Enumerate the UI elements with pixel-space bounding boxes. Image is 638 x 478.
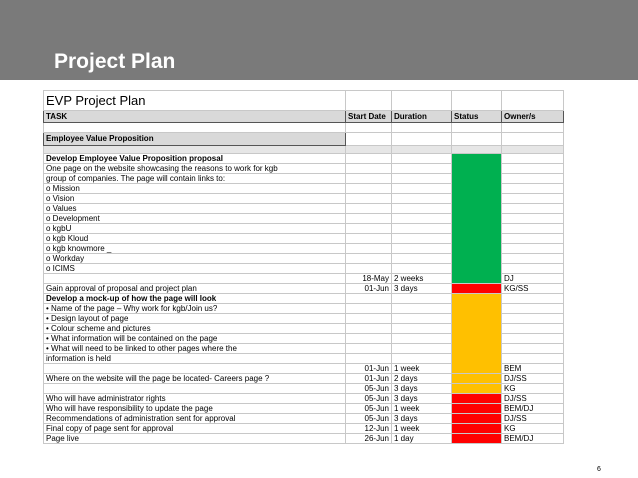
start-date-cell: 01-Jun xyxy=(346,374,392,384)
table-row xyxy=(44,414,564,424)
task-cell: Recommendations of administration sent for approval xyxy=(44,414,346,424)
status-cell xyxy=(452,154,502,284)
owner-cell xyxy=(502,254,564,264)
duration-cell: 1 day xyxy=(392,434,452,444)
start-date-cell xyxy=(346,314,392,324)
start-date-cell: 05-Jun xyxy=(346,384,392,394)
slide-title: Project Plan xyxy=(54,50,176,73)
table-row xyxy=(44,384,564,394)
start-date-cell: 05-Jun xyxy=(346,414,392,424)
start-date-cell xyxy=(346,334,392,344)
task-detail-line: information is held xyxy=(44,354,346,364)
section-row xyxy=(44,133,564,146)
status-cell xyxy=(452,394,502,404)
task-detail-line: • What information will be contained on the page xyxy=(44,334,346,344)
owner-cell xyxy=(502,154,564,164)
owner-cell xyxy=(502,174,564,184)
start-date-cell: 12-Jun xyxy=(346,424,392,434)
owner-cell: DJ xyxy=(502,274,564,284)
owner-cell xyxy=(502,314,564,324)
start-date-cell: 05-Jun xyxy=(346,394,392,404)
start-date-cell xyxy=(346,254,392,264)
task-detail-line: • Name of the page – Why work for kgb/Join us? xyxy=(44,304,346,314)
task-block-heading-row xyxy=(44,154,564,164)
duration-cell xyxy=(392,244,452,254)
duration-cell xyxy=(392,164,452,174)
duration-cell xyxy=(392,184,452,194)
start-date-cell xyxy=(346,164,392,174)
task-cell: Final copy of page sent for approval xyxy=(44,424,346,434)
start-date-cell: 01-Jun xyxy=(346,284,392,294)
duration-cell: 3 days xyxy=(392,394,452,404)
owner-cell xyxy=(502,194,564,204)
owner-cell: DJ/SS xyxy=(502,414,564,424)
duration-cell xyxy=(392,334,452,344)
task-detail-line: One page on the website showcasing the reasons to work for kgb xyxy=(44,164,346,174)
column-header-owner: Owner/s xyxy=(502,111,564,123)
duration-cell: 1 week xyxy=(392,404,452,414)
start-date-cell xyxy=(346,214,392,224)
owner-cell xyxy=(502,334,564,344)
duration-cell xyxy=(392,234,452,244)
sheet-title: EVP Project Plan xyxy=(44,91,346,111)
task-cell xyxy=(44,384,346,394)
column-header-duration: Duration xyxy=(392,111,452,123)
owner-cell: DJ/SS xyxy=(502,374,564,384)
task-detail-line: o Values xyxy=(44,204,346,214)
table-row xyxy=(44,434,564,444)
owner-cell xyxy=(502,344,564,354)
start-date-cell: 05-Jun xyxy=(346,404,392,414)
owner-cell xyxy=(502,204,564,214)
owner-cell: KG/SS xyxy=(502,284,564,294)
status-cell xyxy=(452,434,502,444)
task-block-heading-row xyxy=(44,294,564,304)
owner-cell xyxy=(502,214,564,224)
column-header-status: Status xyxy=(452,111,502,123)
owner-cell xyxy=(502,324,564,334)
task-cell: Who will have responsibility to update the page xyxy=(44,404,346,414)
owner-cell: DJ/SS xyxy=(502,394,564,404)
task-detail-line: • What will need to be linked to other pages where the xyxy=(44,344,346,354)
duration-cell: 1 week xyxy=(392,364,452,374)
task-detail-line: o Workday xyxy=(44,254,346,264)
start-date-cell xyxy=(346,294,392,304)
owner-cell xyxy=(502,234,564,244)
start-date-cell xyxy=(346,174,392,184)
task-detail-line: • Colour scheme and pictures xyxy=(44,324,346,334)
duration-cell xyxy=(392,324,452,334)
status-cell xyxy=(452,404,502,414)
owner-cell xyxy=(502,304,564,314)
table-header-row xyxy=(44,111,564,123)
owner-cell xyxy=(502,244,564,254)
duration-cell xyxy=(392,354,452,364)
owner-cell: BEM/DJ xyxy=(502,434,564,444)
task-detail-line: o kgb knowmore _ xyxy=(44,244,346,254)
status-cell xyxy=(452,424,502,434)
duration-cell xyxy=(392,154,452,164)
duration-cell: 1 week xyxy=(392,424,452,434)
task-cell xyxy=(44,274,346,284)
duration-cell xyxy=(392,294,452,304)
task-cell: Who will have administrator rights xyxy=(44,394,346,404)
task-detail-line: o Development xyxy=(44,214,346,224)
owner-cell: BEM xyxy=(502,364,564,374)
start-date-cell xyxy=(346,234,392,244)
task-detail-line: o Vision xyxy=(44,194,346,204)
task-cell: Gain approval of proposal and project plan xyxy=(44,284,346,294)
task-detail-line: group of companies. The page will contain links to: xyxy=(44,174,346,184)
start-date-cell xyxy=(346,324,392,334)
start-date-cell xyxy=(346,204,392,214)
duration-cell xyxy=(392,264,452,274)
start-date-cell xyxy=(346,184,392,194)
duration-cell xyxy=(392,344,452,354)
start-date-cell: 01-Jun xyxy=(346,364,392,374)
section-label: Employee Value Proposition xyxy=(44,133,346,146)
owner-cell xyxy=(502,354,564,364)
sheet-title-row xyxy=(44,91,564,111)
task-cell xyxy=(44,364,346,374)
duration-cell xyxy=(392,194,452,204)
duration-cell xyxy=(392,214,452,224)
owner-cell: KG xyxy=(502,424,564,434)
duration-cell xyxy=(392,174,452,184)
task-cell: Where on the website will the page be located- Careers page ? xyxy=(44,374,346,384)
owner-cell xyxy=(502,224,564,234)
duration-cell: 2 weeks xyxy=(392,274,452,284)
start-date-cell xyxy=(346,194,392,204)
status-cell xyxy=(452,384,502,394)
task-detail-line: • Design layout of page xyxy=(44,314,346,324)
column-header-task: TASK xyxy=(44,111,346,123)
table-row xyxy=(44,284,564,294)
start-date-cell xyxy=(346,264,392,274)
task-cell: Page live xyxy=(44,434,346,444)
task-detail-line: o kgb Kloud xyxy=(44,234,346,244)
page-number: 6 xyxy=(597,466,601,473)
owner-cell xyxy=(502,294,564,304)
table-row xyxy=(44,394,564,404)
start-date-cell: 18-May xyxy=(346,274,392,284)
task-heading: Develop Employee Value Proposition proposal xyxy=(44,154,346,164)
start-date-cell xyxy=(346,354,392,364)
project-plan-table xyxy=(43,90,564,444)
owner-cell xyxy=(502,264,564,274)
task-heading: Develop a mock-up of how the page will look xyxy=(44,294,346,304)
duration-cell: 3 days xyxy=(392,284,452,294)
status-cell xyxy=(452,294,502,374)
start-date-cell xyxy=(346,224,392,234)
duration-cell xyxy=(392,204,452,214)
duration-cell: 3 days xyxy=(392,384,452,394)
owner-cell xyxy=(502,184,564,194)
status-cell xyxy=(452,414,502,424)
duration-cell xyxy=(392,304,452,314)
table-row xyxy=(44,374,564,384)
start-date-cell xyxy=(346,154,392,164)
column-header-start-date: Start Date xyxy=(346,111,392,123)
table-row xyxy=(44,424,564,434)
task-detail-line: o Mission xyxy=(44,184,346,194)
duration-cell xyxy=(392,254,452,264)
owner-cell: KG xyxy=(502,384,564,394)
owner-cell: BEM/DJ xyxy=(502,404,564,414)
start-date-cell xyxy=(346,304,392,314)
start-date-cell xyxy=(346,344,392,354)
start-date-cell: 26-Jun xyxy=(346,434,392,444)
status-cell xyxy=(452,374,502,384)
duration-cell xyxy=(392,224,452,234)
duration-cell: 3 days xyxy=(392,414,452,424)
task-detail-line: o kgbU xyxy=(44,224,346,234)
start-date-cell xyxy=(346,244,392,254)
status-cell xyxy=(452,284,502,294)
table-row xyxy=(44,404,564,414)
duration-cell xyxy=(392,314,452,324)
task-detail-line: o ICIMS xyxy=(44,264,346,274)
duration-cell: 2 days xyxy=(392,374,452,384)
owner-cell xyxy=(502,164,564,174)
